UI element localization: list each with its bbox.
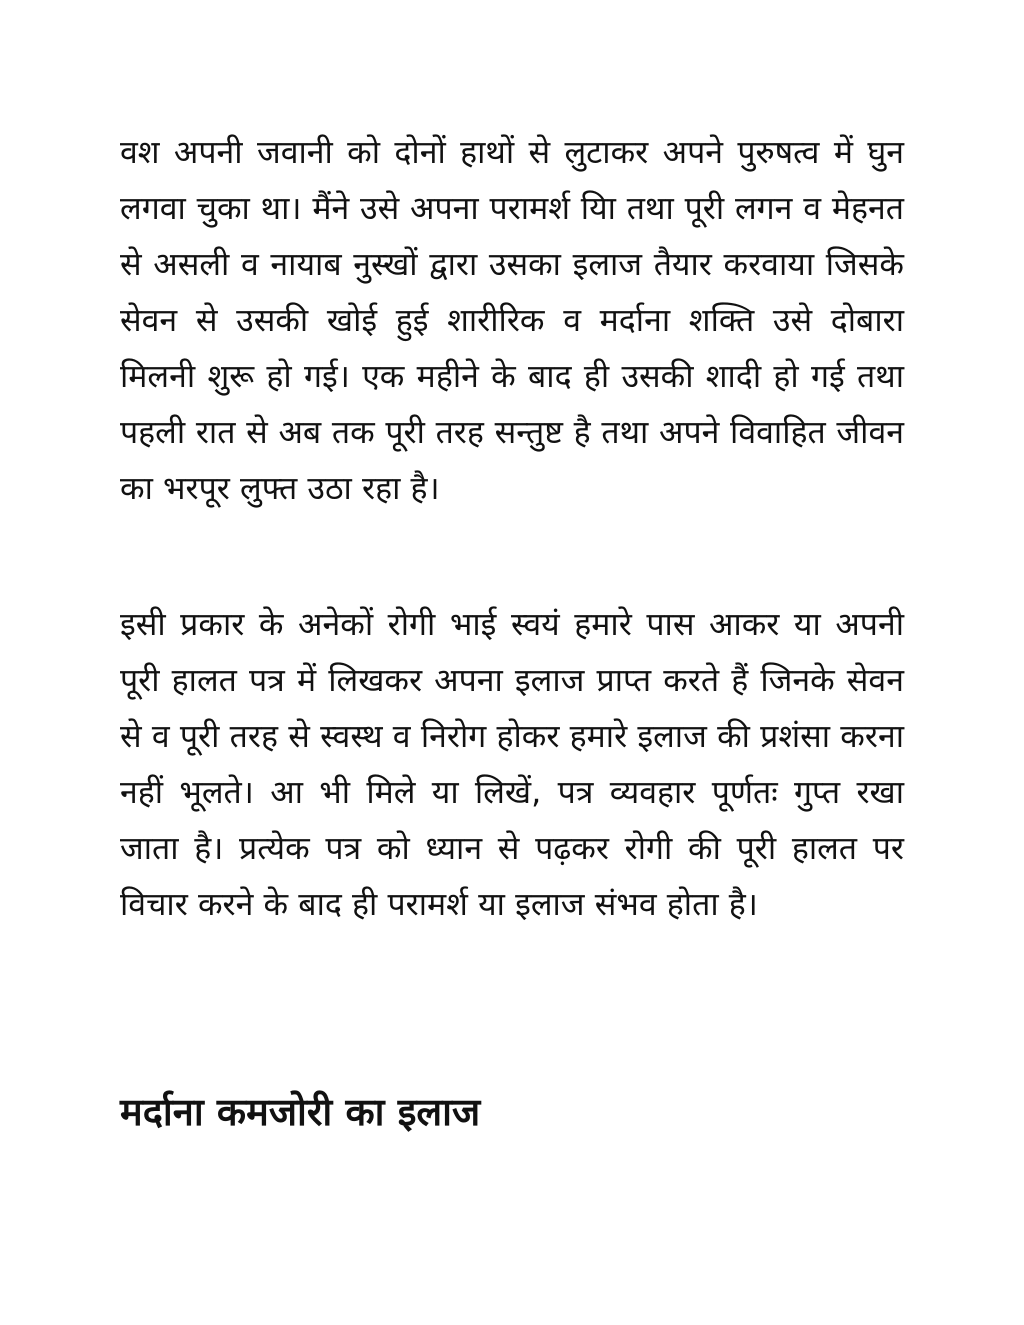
body-paragraph-1: वश अपनी जवानी को दोनों हाथों से लुटाकर अपने पुरुषत्व में घुन लगवा चुका था। मैंने उसे अपना परामर्श यिा तथा पूरी लगन व मेहनत से असली व नायाब नुस्खों द्वारा उसका इलाज तैयार करवाया जिसके सेवन से उसकी खोई हुई शारीरिक व मर्दाना शक्ति उसे दोबारा मिलनी शुरू हो गई। एक महीने के बाद ही उसकी शादी हो गई तथा पहली रात से अब तक पूरी तरह सन्तुष्ट है तथा अपने विवाहित जीवन का भरपूर लुफ्त उठा रहा है। — [120, 133, 904, 507]
body-paragraph-2: इसी प्रकार के अनेकों रोगी भाई स्वयं हमारे पास आकर या अपनी पूरी हालत पत्र में लिखकर अपना इलाज प्राप्त करते हैं जिनके सेवन से व पूरी तरह से स्वस्थ व निरोग होकर हमारे इलाज की प्रशंसा करना नहीं भूलते। आ भी मिले या लिखें, पत्र व्यवहार पूर्णतः गुप्त रखा जाता है। प्रत्येक पत्र को ध्यान से पढ़कर रोगी की पूरी हालत पर विचार करने के बाद ही परामर्श या इलाज संभव होता है। — [120, 605, 904, 923]
section-heading: मर्दाना कमजोरी का इलाज — [120, 1090, 481, 1134]
